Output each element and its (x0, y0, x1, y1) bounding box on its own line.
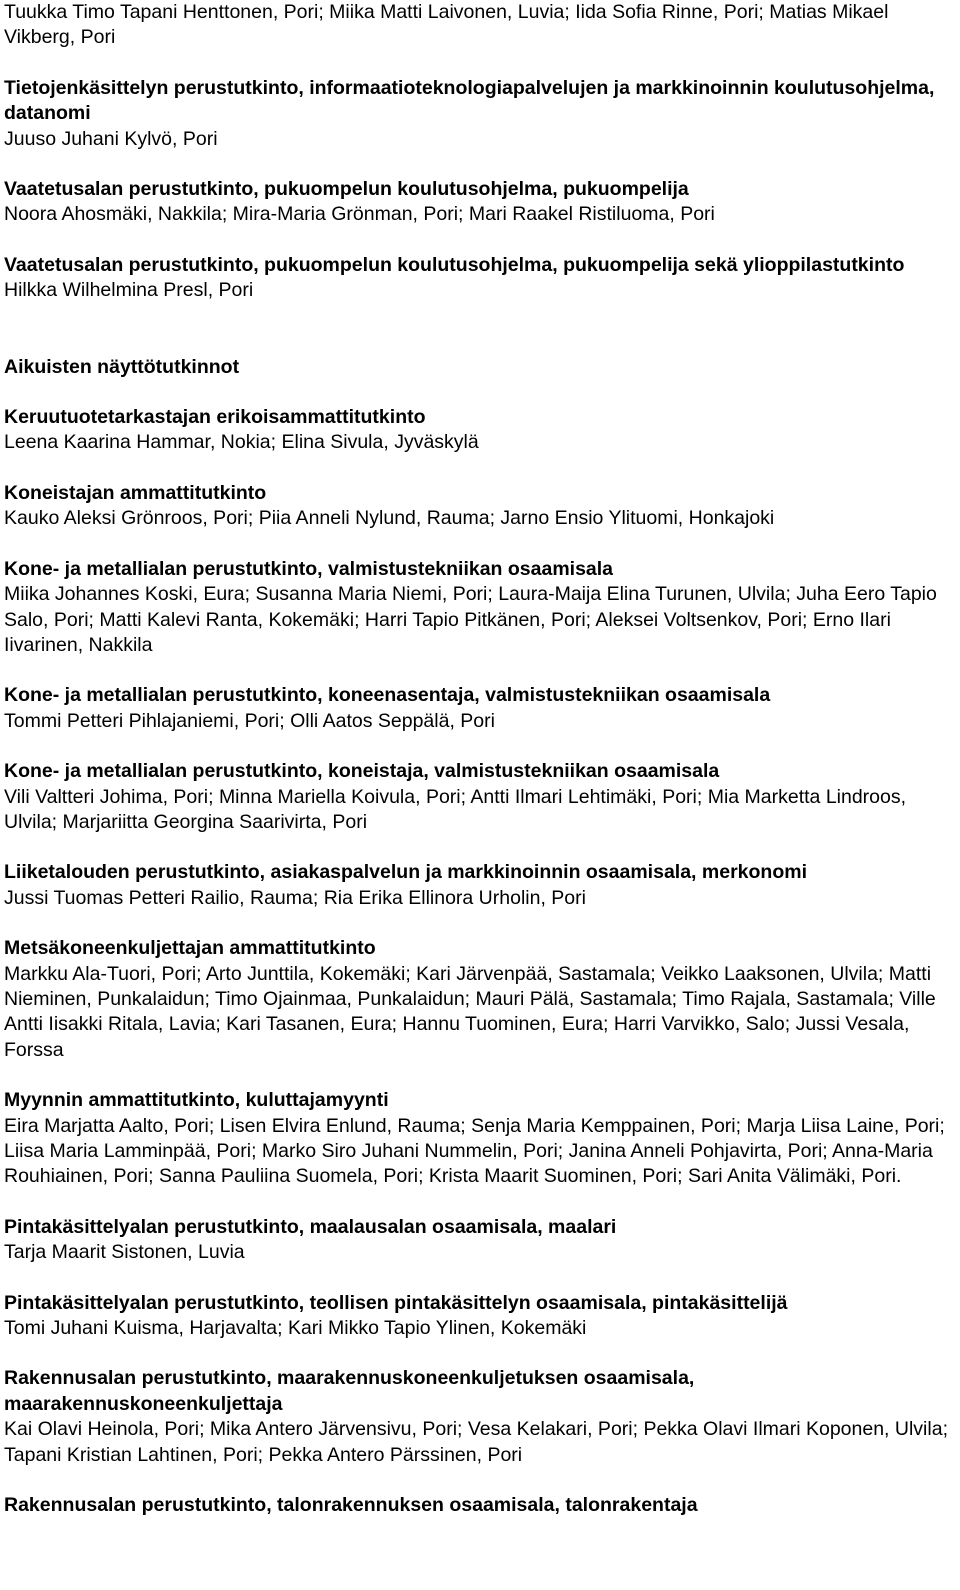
spacer (4, 1468, 954, 1493)
intro-names: Tuukka Timo Tapani Henttonen, Pori; Miika Matti Laivonen, Luvia; Iida Sofia Rinne, Pori; Matias Mikael Vikberg, Pori (4, 1, 889, 49)
spacer (4, 734, 954, 759)
entry-group (4, 936, 954, 1063)
entry-group (4, 76, 954, 152)
spacer (4, 658, 954, 683)
section-title: Aikuisten näyttötutkinnot (4, 355, 240, 378)
entry-group (4, 253, 954, 304)
entry-heading: Kone- ja metallialan perustutkinto, koneistaja, valmistustekniikan osaamisala (4, 760, 720, 783)
spacer (4, 1266, 954, 1291)
entry-names: Jussi Tuomas Petteri Railio, Rauma; Ria Erika Ellinora Urholin, Pori (4, 886, 586, 909)
spacer (4, 456, 954, 481)
entry-group (4, 1215, 954, 1266)
entry-heading: Kone- ja metallialan perustutkinto, koneenasentaja, valmistustekniikan osaamisala (4, 684, 771, 707)
entry-group (4, 557, 954, 659)
entry-heading: Pintakäsittelyalan perustutkinto, teollisen pintakäsittelyn osaamisala, pintakäsittelijä (4, 1291, 788, 1314)
entry-group (4, 860, 954, 911)
entry-names: Juuso Juhani Kylvö, Pori (4, 127, 218, 150)
entry-heading: Vaatetusalan perustutkinto, pukuompelun koulutusohjelma, pukuompelija sekä ylioppilastutkinto (4, 253, 905, 276)
spacer (4, 51, 954, 76)
entry-heading: Keruutuotetarkastajan erikoisammattitutkinto (4, 406, 426, 429)
entry-group (4, 481, 954, 532)
entry-heading: Koneistajan ammattitutkinto (4, 481, 267, 504)
entry-group (4, 405, 954, 456)
entry-names: Vili Valtteri Johima, Pori; Minna Mariella Koivula, Pori; Antti Ilmari Lehtimäki, Pori; Mia Marketta Lindroos, Ulvila; Marjariitta Georgina Saarivirta, Pori (4, 785, 907, 833)
entry-names: Kauko Aleksi Grönroos, Pori; Piia Anneli Nylund, Rauma; Jarno Ensio Ylituomi, Honkajoki (4, 507, 775, 530)
entry-heading: Kone- ja metallialan perustutkinto, valmistustekniikan osaamisala (4, 557, 614, 580)
entry-heading: Vaatetusalan perustutkinto, pukuompelun koulutusohjelma, pukuompelija (4, 178, 689, 201)
entry-group (4, 177, 954, 228)
spacer (4, 304, 954, 355)
entry-group (4, 1366, 954, 1468)
entry-heading: Pintakäsittelyalan perustutkinto, maalausalan osaamisala, maalari (4, 1215, 617, 1238)
spacer (4, 152, 954, 177)
spacer (4, 1341, 954, 1366)
entry-heading: Metsäkoneenkuljettajan ammattitutkinto (4, 937, 376, 960)
spacer (4, 532, 954, 557)
entry-names: Tommi Petteri Pihlajaniemi, Pori; Olli Aatos Seppälä, Pori (4, 709, 495, 732)
entry-names: Hilkka Wilhelmina Presl, Pori (4, 279, 254, 302)
spacer (4, 380, 954, 405)
entry-heading: Rakennusalan perustutkinto, maarakennuskoneenkuljetuksen osaamisala, maarakennuskoneenkuljettaja (4, 1367, 695, 1415)
entry-heading: Rakennusalan perustutkinto, talonrakennuksen osaamisala, talonrakentaja (4, 1494, 698, 1517)
document-page (4, 0, 954, 1518)
entry-group (4, 683, 954, 734)
entry-names: Eira Marjatta Aalto, Pori; Lisen Elvira Enlund, Rauma; Senja Maria Kemppainen, Pori; Marja Liisa Laine, Pori; Liisa Maria Lamminpää, Pori; Marko Siro Juhani Nummelin, Pori; Janina Anneli Pohjavirta, Pori; Anna-Maria Rouhiainen, Pori; Sanna Pauliina Suomela, Pori; Krista Maarit Suominen, Pori; Sari Anita Välimäki, Pori. (4, 1114, 945, 1188)
spacer (4, 835, 954, 860)
entry-names: Leena Kaarina Hammar, Nokia; Elina Sivula, Jyväskylä (4, 431, 479, 454)
spacer (4, 228, 954, 253)
entry-names: Miika Johannes Koski, Eura; Susanna Maria Niemi, Pori; Laura-Maija Elina Turunen, Ulvila; Juha Eero Tapio Salo, Pori; Matti Kalevi Ranta, Kokemäki; Harri Tapio Pitkänen, Pori; Aleksei Voltsenkov, Pori; Erno Ilari Iivarinen, Nakkila (4, 583, 937, 656)
entry-names: Kai Olavi Heinola, Pori; Mika Antero Järvensivu, Pori; Vesa Kelakari, Pori; Pekka Olavi Ilmari Koponen, Ulvila; Tapani Kristian Lahtinen, Pori; Pekka Antero Pärssinen, Pori (4, 1418, 948, 1466)
entry-heading: Myynnin ammattitutkinto, kuluttajamyynti (4, 1089, 389, 1112)
entry-names: Tarja Maarit Sistonen, Luvia (4, 1241, 245, 1264)
entry-names: Noora Ahosmäki, Nakkila; Mira-Maria Grönman, Pori; Mari Raakel Ristiluoma, Pori (4, 203, 715, 226)
entry-heading: Liiketalouden perustutkinto, asiakaspalvelun ja markkinoinnin osaamisala, merkonomi (4, 861, 807, 884)
entry-names: Markku Ala-Tuori, Pori; Arto Junttila, Kokemäki; Kari Järvenpää, Sastamala; Veikko Laaksonen, Ulvila; Matti Nieminen, Punkalaidun; Timo Ojainmaa, Punkalaidun; Mauri Pälä, Sastamala; Timo Rajala, Sastamala; Ville Antti Iisakki Ritala, Lavia; Kari Tasanen, Eura; Hannu Tuominen, Eura; Harri Varvikko, Salo; Jussi Vesala, Forssa (4, 962, 936, 1061)
entry-group (4, 759, 954, 835)
entry-heading: Tietojenkäsittelyn perustutkinto, informaatioteknologiapalvelujen ja markkinoinnin koulutusohjelma, datanomi (4, 76, 935, 125)
entry-group (4, 1291, 954, 1342)
entry-names: Tomi Juhani Kuisma, Harjavalta; Kari Mikko Tapio Ylinen, Kokemäki (4, 1317, 587, 1340)
spacer (4, 911, 954, 936)
spacer (4, 1190, 954, 1215)
entry-group (4, 1088, 954, 1190)
spacer (4, 1063, 954, 1088)
entry-group (4, 1493, 954, 1518)
